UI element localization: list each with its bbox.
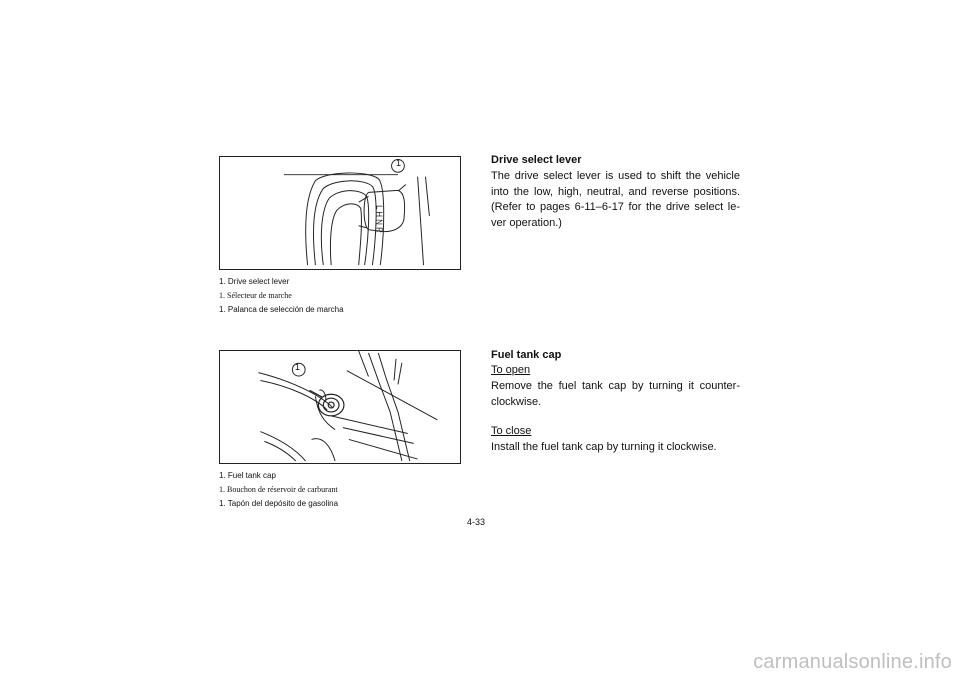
caption-english: 1. Drive select lever xyxy=(219,277,290,286)
section-heading: Drive select lever xyxy=(491,154,582,166)
caption-french: 1. Sélecteur de marche xyxy=(219,291,292,300)
watermark: carmanualsonline.info xyxy=(753,651,952,673)
svg-text:L H N R: L H N R xyxy=(374,205,384,233)
subheading-close: To close xyxy=(491,425,532,437)
close-instructions: Install the fuel tank cap by turning it clockwise. xyxy=(491,441,717,453)
caption-spanish: 1. Tapón del depósito de gasolina xyxy=(219,499,339,508)
drive-select-lever-illustration xyxy=(220,157,460,269)
drive-select-lever-figure xyxy=(219,156,461,270)
fuel-tank-cap-illustration xyxy=(220,351,460,463)
caption-spanish: 1. Palanca de selección de marcha xyxy=(219,305,344,314)
section-heading: Fuel tank cap xyxy=(491,349,562,361)
callout-number: 1 xyxy=(295,362,301,372)
callout-number: 1 xyxy=(396,158,402,168)
section-body: The drive select lever is used to shift the vehicle into the low, high, neutral, and reverse positions. (Refer to pages 6-11–6-17 for the drive select le-ver operation.) xyxy=(491,170,740,229)
fuel-tank-cap-figure xyxy=(219,350,461,464)
caption-english: 1. Fuel tank cap xyxy=(219,471,276,480)
caption-french: 1. Bouchon de réservoir de carburant xyxy=(219,485,338,494)
open-instructions: Remove the fuel tank cap by turning it counter-clockwise. xyxy=(491,380,740,408)
subheading-open: To open xyxy=(491,364,531,376)
page-number: 4-33 xyxy=(467,517,486,527)
